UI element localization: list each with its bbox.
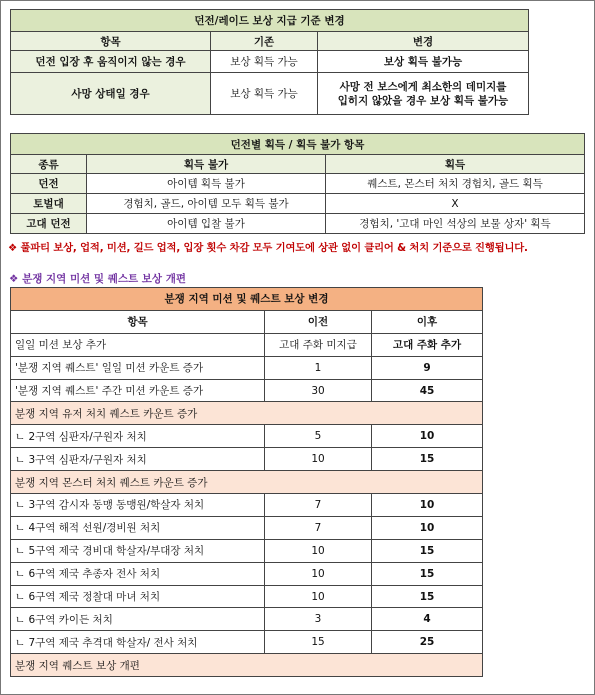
- table-row: [11, 608, 483, 631]
- column-header-before: 이전: [265, 310, 372, 333]
- before-value: 10: [265, 585, 372, 608]
- after-value: 보상 획득 불가능: [318, 51, 529, 73]
- can-value: X: [326, 194, 585, 214]
- after-value: 15: [372, 585, 483, 608]
- can-value: 퀘스트, 몬스터 처치 경험치, 골드 획득: [326, 174, 585, 194]
- table-row: [11, 425, 483, 448]
- row-label: 던전 입장 후 움직이지 않는 경우: [11, 51, 211, 73]
- after-value: 고대 주화 추가: [372, 333, 483, 356]
- column-header-cannot: 획득 불가: [87, 155, 326, 174]
- before-value: 보상 획득 가능: [211, 73, 318, 115]
- table-title: 분쟁 지역 미션 및 퀘스트 보상 변경: [11, 288, 483, 311]
- row-label: '분쟁 지역 퀘스트' 일일 미션 카운트 증가: [11, 356, 265, 379]
- row-label: ㄴ 6구역 제국 추종자 전사 처치: [11, 562, 265, 585]
- row-label: ㄴ 5구역 제국 경비대 학살자/부대장 처치: [11, 539, 265, 562]
- after-value: 10: [372, 494, 483, 517]
- before-value: 10: [265, 448, 372, 471]
- row-label: ㄴ 7구역 제국 추격대 학살자/ 전사 처치: [11, 631, 265, 654]
- column-header-before: 기존: [211, 32, 318, 51]
- column-header-item: 항목: [11, 32, 211, 51]
- before-value: 30: [265, 379, 372, 402]
- table-row: [11, 631, 483, 654]
- table-row: [11, 516, 483, 539]
- table-row: [11, 356, 483, 379]
- row-label: ㄴ 3구역 감시자 동맹 동맹원/학살자 처치: [11, 494, 265, 517]
- before-value: 1: [265, 356, 372, 379]
- section-label: 분쟁 지역 몬스터 처치 퀘스트 카운트 증가: [11, 471, 483, 494]
- column-header-item: 항목: [11, 310, 265, 333]
- column-header-after: 변경: [318, 32, 529, 51]
- after-value-line-2: 입히지 않았을 경우 보상 획득 불가능: [337, 94, 509, 107]
- dispute-zone-reward-table: [10, 287, 483, 677]
- after-value: [318, 73, 529, 115]
- before-value: 고대 주화 미지급: [265, 333, 372, 356]
- after-value: 15: [372, 539, 483, 562]
- row-label: 사망 상태일 경우: [11, 73, 211, 115]
- table-row: [11, 333, 483, 356]
- table-row: [11, 494, 483, 517]
- column-header-can: 획득: [326, 155, 585, 174]
- column-header-type: 종류: [11, 155, 87, 174]
- table-title: 던전/레이드 보상 지급 기준 변경: [11, 10, 529, 32]
- full-party-note: ❖ 풀파티 보상, 업적, 미션, 길드 업적, 입장 횟수 차감 모두 기여도에 상관 없이 클리어 & 처치 기준으로 진행됩니다.: [8, 242, 528, 254]
- before-value: 10: [265, 562, 372, 585]
- dungeon-acquisition-table: [10, 133, 585, 234]
- row-label: 고대 던전: [11, 214, 87, 234]
- cannot-value: 경험치, 골드, 아이템 모두 획득 불가: [87, 194, 326, 214]
- cannot-value: 아이템 획득 불가: [87, 174, 326, 194]
- after-value-line-1: 사망 전 보스에게 최소한의 데미지를: [339, 80, 507, 93]
- table-row: [11, 379, 483, 402]
- section-row: [11, 471, 483, 494]
- row-label: 토벌대: [11, 194, 87, 214]
- after-value: 15: [372, 448, 483, 471]
- after-value: 10: [372, 425, 483, 448]
- table-row: [11, 539, 483, 562]
- cannot-value: 아이템 입찰 불가: [87, 214, 326, 234]
- table-title: 던전별 획득 / 획득 불가 항목: [11, 134, 585, 155]
- before-value: 7: [265, 516, 372, 539]
- before-value: 15: [265, 631, 372, 654]
- row-label: ㄴ 4구역 해적 선원/경비원 처치: [11, 516, 265, 539]
- column-header-after: 이후: [372, 310, 483, 333]
- row-label: 던전: [11, 174, 87, 194]
- can-value: 경험치, '고대 마인 석상의 보물 상자' 획득: [326, 214, 585, 234]
- after-value: 45: [372, 379, 483, 402]
- section-label: 분쟁 지역 유저 처치 퀘스트 카운트 증가: [11, 402, 483, 425]
- row-label: ㄴ 3구역 심판자/구원자 처치: [11, 448, 265, 471]
- reward-criteria-table: [10, 9, 529, 115]
- row-label: ㄴ 2구역 심판자/구원자 처치: [11, 425, 265, 448]
- table-row: [11, 448, 483, 471]
- before-value: 5: [265, 425, 372, 448]
- before-value: 3: [265, 608, 372, 631]
- after-value: 4: [372, 608, 483, 631]
- after-value: 25: [372, 631, 483, 654]
- before-value: 10: [265, 539, 372, 562]
- table-row: [11, 562, 483, 585]
- section-heading: ❖ 분쟁 지역 미션 및 퀘스트 보상 개편: [9, 273, 187, 285]
- section-row: [11, 654, 483, 677]
- section-row: [11, 402, 483, 425]
- table-body: [11, 333, 483, 676]
- after-value: 10: [372, 516, 483, 539]
- after-value: 9: [372, 356, 483, 379]
- row-label: 일일 미션 보상 추가: [11, 333, 265, 356]
- after-value: 15: [372, 562, 483, 585]
- section-label: 분쟁 지역 퀘스트 보상 개편: [11, 654, 483, 677]
- row-label: '분쟁 지역 퀘스트' 주간 미션 카운트 증가: [11, 379, 265, 402]
- table-row: [11, 585, 483, 608]
- before-value: 보상 획득 가능: [211, 51, 318, 73]
- row-label: ㄴ 6구역 카이든 처치: [11, 608, 265, 631]
- before-value: 7: [265, 494, 372, 517]
- row-label: ㄴ 6구역 제국 정찰대 마녀 처치: [11, 585, 265, 608]
